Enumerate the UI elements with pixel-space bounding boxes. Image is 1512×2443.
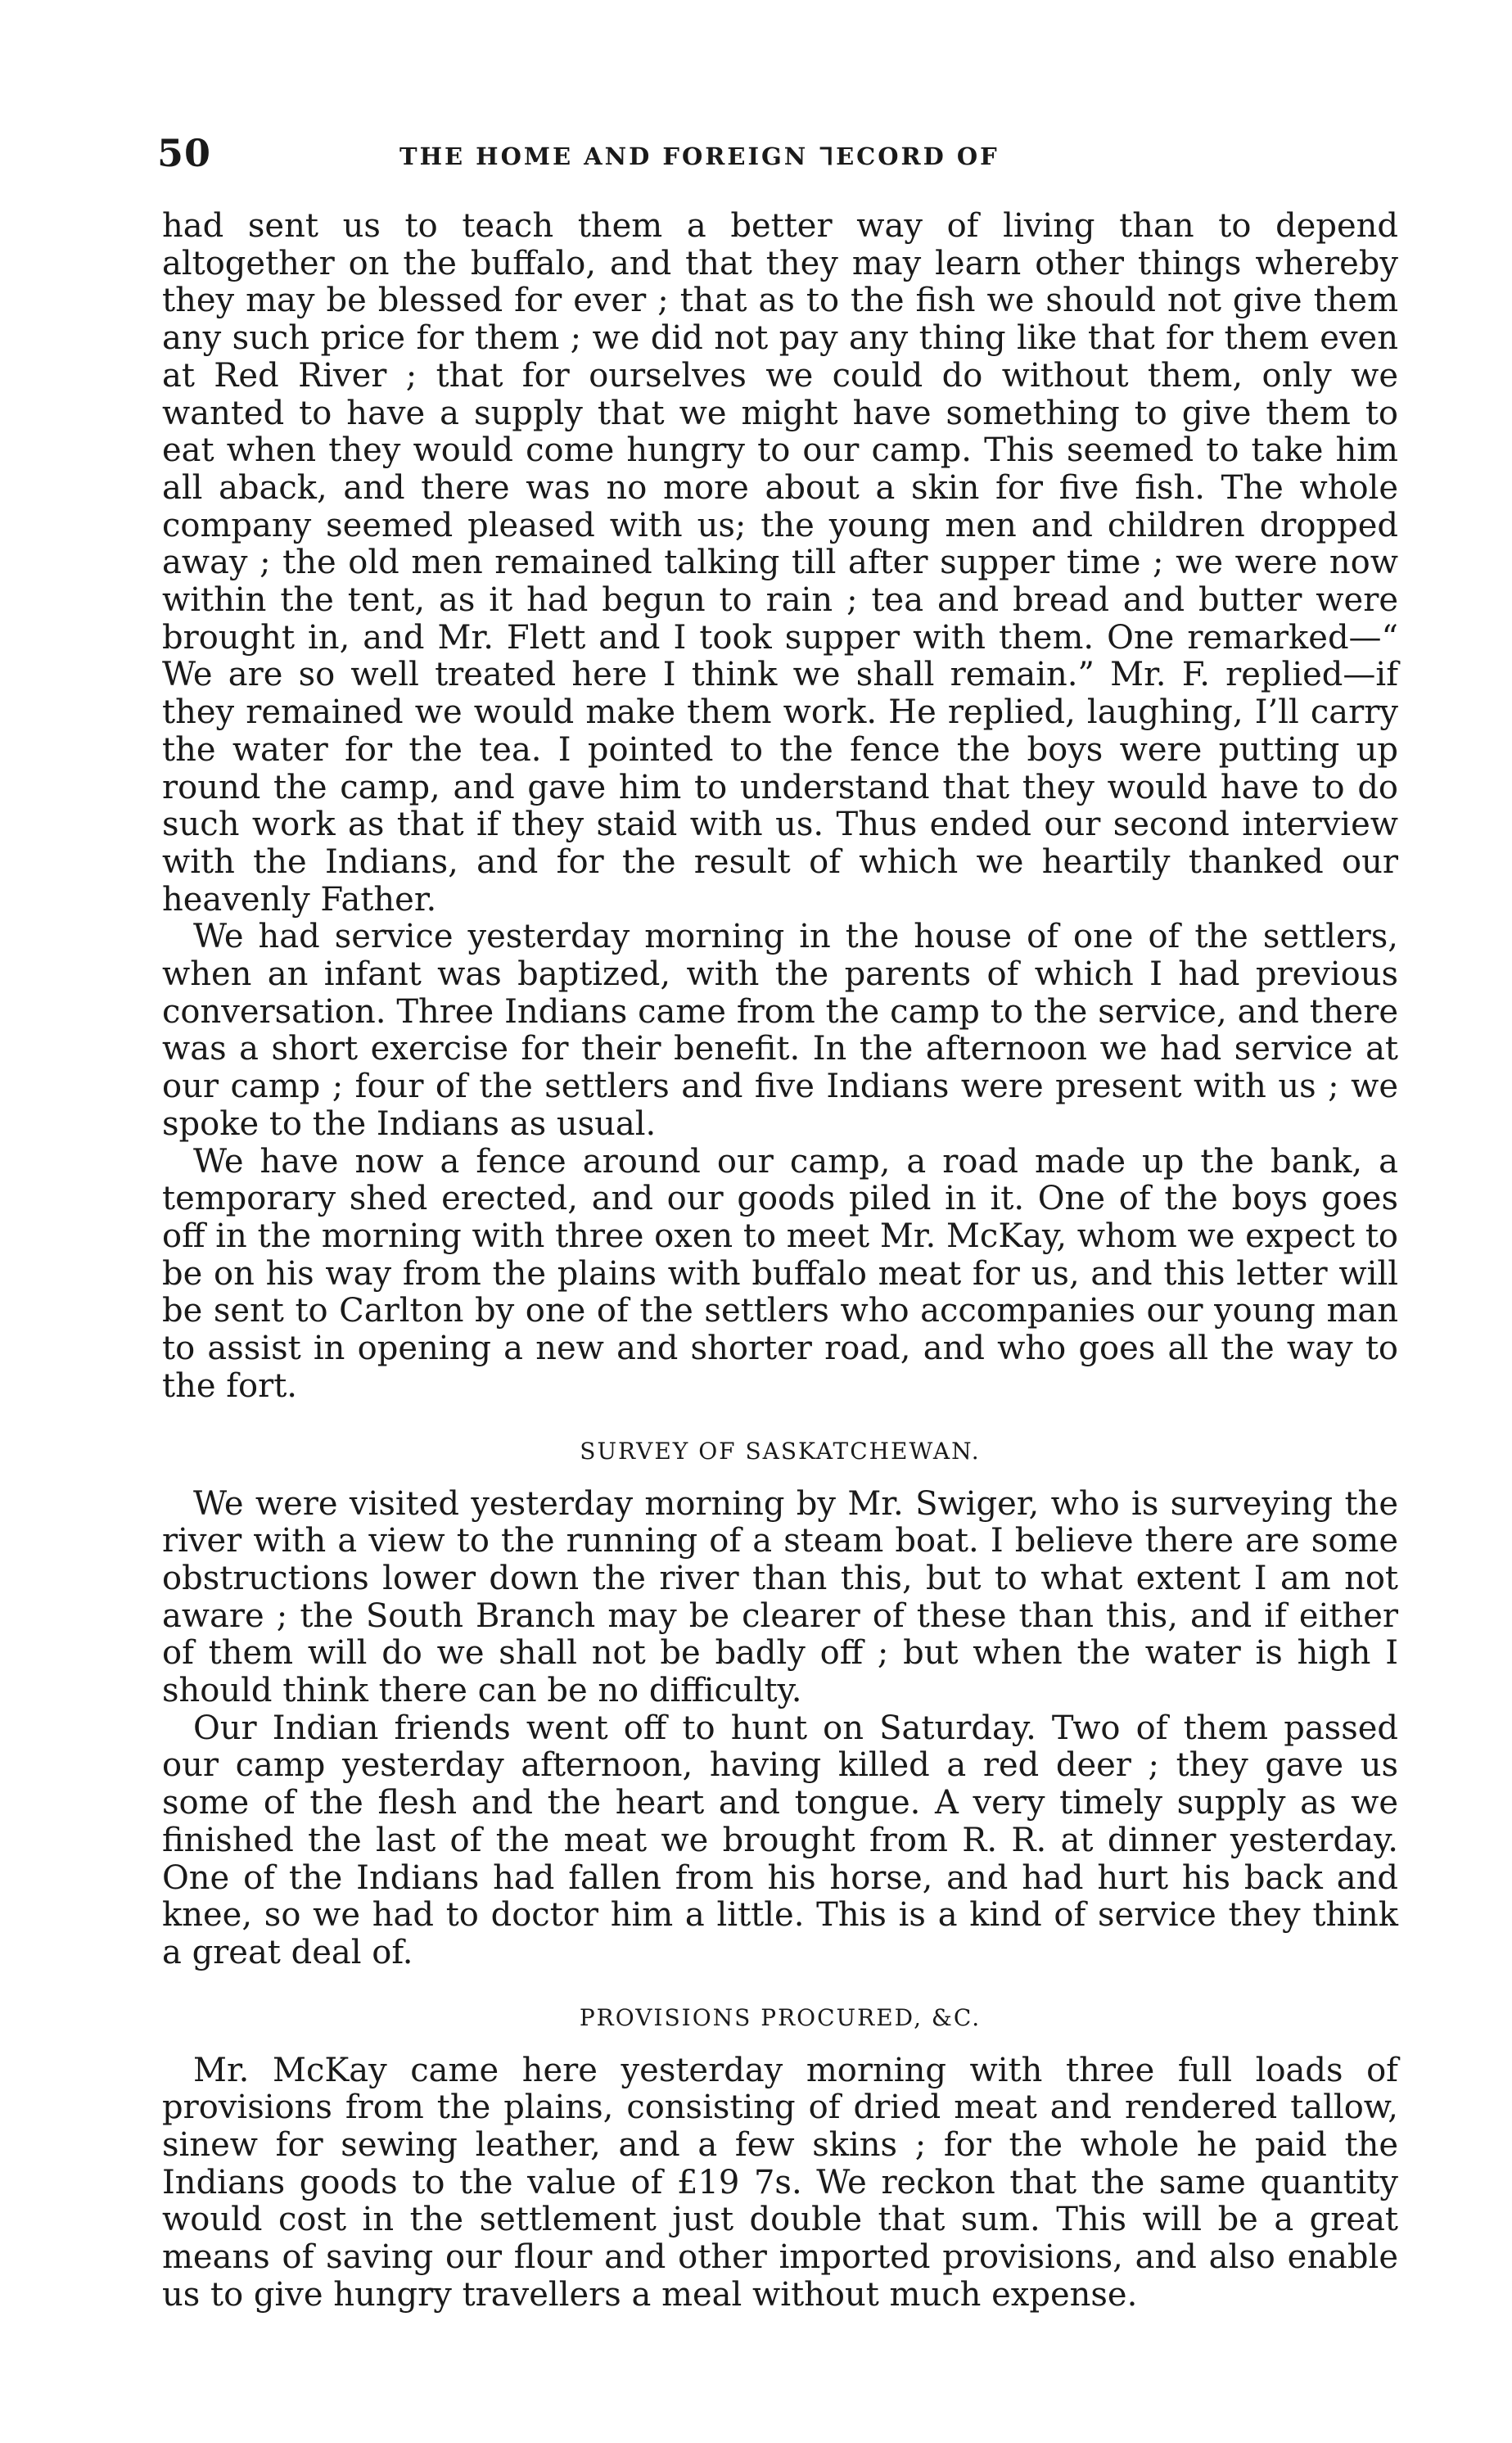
paragraph-service: We had service yesterday morning in the house of one of the settlers, when an infant was baptized, with the parents of which I had previous conversation. Three Indians came from the camp to the service, and there was a short exercise for their benefit. In the afternoon we had service at our camp ; four of the settlers and five Indians were present with us ; we spoke to the Indians as usual. xyxy=(162,918,1398,1143)
page-number: 50 xyxy=(157,131,212,175)
paragraph-survey: We were visited yesterday morning by Mr. Swiger, who is surveying the river with a view to the running of a steam boat. I believe there are some obstructions lower down the river than this, but to what extent I am not aware ; the South Branch may be clearer of these than this, and if either of them will do we shall not be badly off ; but when the water is high I should think there can be no difficulty. xyxy=(162,1484,1398,1710)
running-head xyxy=(157,131,1398,180)
paragraph-fence: We have now a fence around our camp, a road made up the bank, a temporary shed erected, and our goods piled in it. One of the boys goes off in the morning with three oxen to meet Mr. McKay, whom we expect to be on his way from the plains with buffalo meat for us, and this letter will be sent to Carlton by one of the settlers who accompanies our young man to assist in opening a new and shorter road, and who goes all the way to the fort. xyxy=(162,1142,1398,1405)
paragraph-continued: had sent us to teach them a better way of living than to depend altogether on the buffalo, and that they may learn other things whereby they may be blessed for ever ; that as to the fish we should not give them any such price for them ; we did not pay any thing like that for them even at Red River ; that for ourselves we could do without them, only we wanted to have a supply that we might have something to give them to eat when they would come hungry to our camp. This seemed to take him all aback, and there was no more about a skin for five fish. The whole company seemed pleased with us; the young men and children dropped away ; the old men remained talking till after supper time ; we were now within the tent, as it had begun to rain ; tea and bread and butter were brought in, and Mr. Flett and I took supper with them. One remarked—“ We are so well treated here I think we shall remain.” Mr. F. replied—if they remained we would make them work. He replied, laughing, I’ll carry the water for the tea. I pointed to the fence the boys were putting up round the camp, and gave him to understand that they would have to do such work as that if they staid with us. Thus ended our second interview with the Indians, and for the result of which we heartily thanked our heavenly Father. xyxy=(162,207,1398,919)
running-title: THE HOME AND FOREIGN ᒣECORD OF xyxy=(399,142,1000,170)
section-heading-survey: SURVEY OF SASKATCHEWAN. xyxy=(580,1437,981,1465)
paragraph-provisions: Mr. McKay came here yesterday morning with three full loads of provisions from the plains, consisting of dried meat and rendered tallow, sinew for sewing leather, and a few skins ; for the whole he paid the Indians goods to the value of £19 7s. We reckon that the same quantity would cost in the settlement just double that sum. This will be a great means of saving our flour and other imported provisions, and also enable us to give hungry travellers a meal without much expense. xyxy=(162,2051,1398,2314)
journal-page xyxy=(157,131,1398,2314)
paragraph-indian-friends: Our Indian friends went off to hunt on Saturday. Two of them passed our camp yesterday afternoon, having killed a red deer ; they gave us some of the flesh and the heart and tongue. A very timely supply as we finished the last of the meat we brought from R. R. at dinner yesterday. One of the Indians had fallen from his horse, and had hurt his back and knee, so we had to doctor him a little. This is a kind of service they think a great deal of. xyxy=(162,1709,1398,1971)
section-heading-provisions: PROVISIONS PROCURED, &C. xyxy=(579,2003,982,2031)
